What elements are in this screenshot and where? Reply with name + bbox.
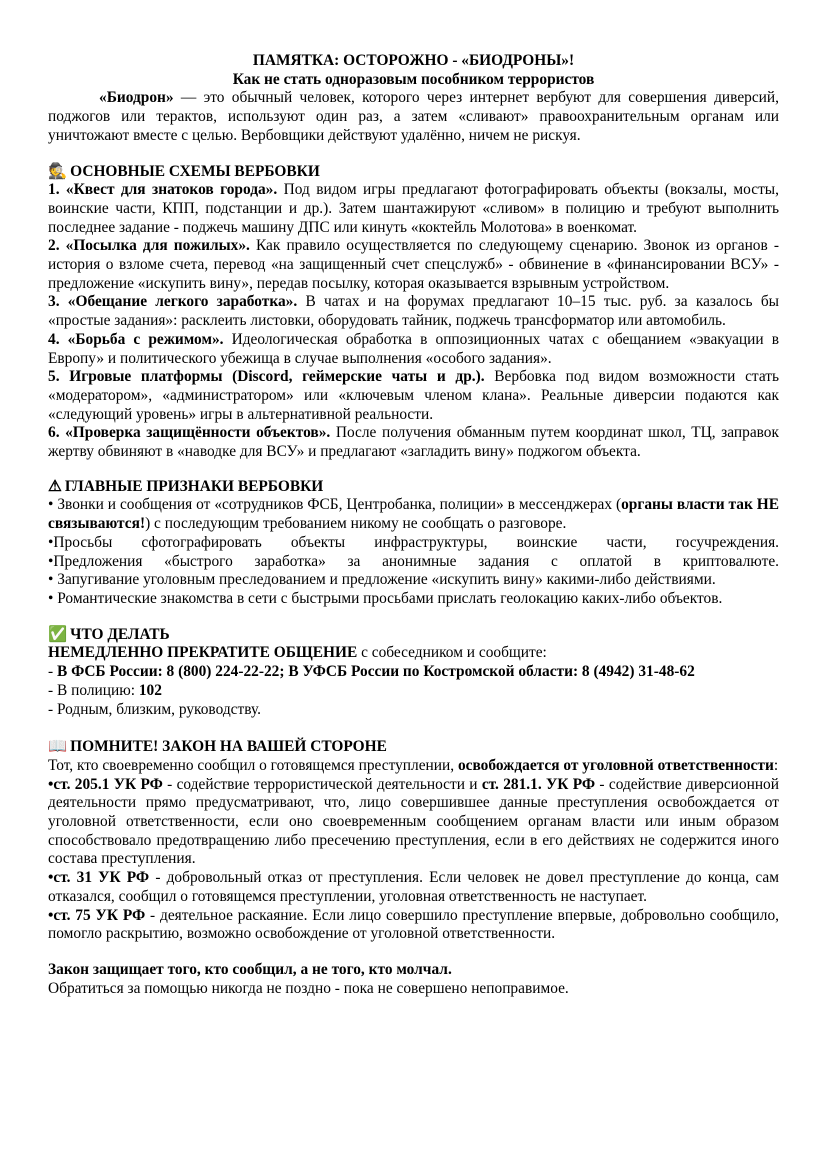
spy-icon: 🕵: [48, 162, 68, 180]
todo-relatives: - Родным, близким, руководству.: [48, 700, 261, 718]
intro-term: «Биодрон»: [99, 89, 174, 107]
todo-stop: НЕМЕДЛЕННО ПРЕКРАТИТЕ ОБЩЕНИЕ с собеседником и сообщите:: [48, 644, 547, 662]
law-article-205: •ст. 205.1 УК РФ - содействие террористической деятельности и ст. 281.1. УК РФ - содействие диверсионной деятельности прямо предусматривают, что, лицо совершившее данные преступления освобождается от уголовной ответственности, если оно своевременным сообщением органам власти или иным образом способствовало предотвращению либо пресечению преступления, если в его действиях не содержится иного состава преступления.: [48, 775, 779, 868]
todo-police: - В полицию: 102: [48, 681, 162, 699]
sign-item: • Романтические знакомства в сети с быстрыми просьбами прислать геолокацию каких-либо объектов.: [48, 589, 723, 607]
page-title: ПАМЯТКА: ОСТОРОЖНО - «БИОДРОНЫ»!: [252, 52, 575, 69]
signs-heading-text: ГЛАВНЫЕ ПРИЗНАКИ ВЕРБОВКИ: [64, 477, 324, 495]
law-article-31: •ст. 31 УК РФ - добровольный отказ от преступления. Если человек не довел преступление до конца, сам отказался, сообщил о готовящемся преступлении, уголовная ответственность не наступает.: [48, 869, 779, 905]
closing-text: Обратиться за помощью никогда не поздно - пока не совершено непоправимое.: [48, 979, 569, 997]
scheme-item: 5. Игровые платформы (Discord, геймерские чаты и др.). Вербовка под видом возможности стать «модератором», «администратором» или «ключевым членом клана». Реальные диверсии подаются как «следующий уровень» игры в альтернативной реальности.: [48, 368, 779, 423]
scheme-item: 2. «Посылка для пожилых». Как правило осуществляется по следующему сценарию. Звонок из органов - история о взломе счета, перевод «на защищенный счет спецслужб» - обвинение в «финансировании ВСУ» - предложение «искупить вину», передав посылку, которая оказывается взрывным устройством.: [48, 237, 779, 292]
sign-item: • Запугивание уголовным преследованием и предложение «искупить вину» какими-либо действиями.: [48, 571, 716, 589]
law-heading-text: ПОМНИТЕ! ЗАКОН НА ВАШЕЙ СТОРОНЕ: [70, 738, 387, 756]
book-icon: 📖: [48, 738, 68, 756]
schemes-heading: [48, 163, 779, 182]
intro-text: — это обычный человек, которого через интернет вербуют для совершения диверсий, поджогов или терактов, используют один раз, а затем «сливают» правоохранительным органам или уничтожают вместе с целью. Вербовщики действуют удалённо, ничем не рискуя.: [48, 89, 779, 144]
page-subtitle: Как не стать одноразовым пособником террористов: [232, 70, 595, 88]
law-article-75: •ст. 75 УК РФ - деятельное раскаяние. Если лицо совершило преступление впервые, добровольно сообщило, помогло раскрытию, возможно освобождение от уголовной ответственности.: [48, 906, 779, 943]
sign-item: •Просьбы сфотографировать объекты инфраструктуры, воинские части, госучреждения.: [48, 533, 779, 551]
scheme-item: 3. «Обещание легкого заработка». В чатах и на форумах предлагают 10–15 тыс. руб. за казалось бы «простые задания»: расклеить листовки, оборудовать тайник, поджечь трансформатор или автомобиль.: [48, 293, 779, 330]
law-intro: Тот, кто своевременно сообщил о готовящемся преступлении, освобождается от уголовной ответственности:: [48, 756, 779, 774]
todo-fsb: - В ФСБ России: 8 (800) 224-22-22; В УФСБ России по Костромской области: 8 (4942) 31-48-62: [48, 663, 695, 681]
warning-icon: ⚠: [48, 477, 62, 495]
todo-heading: [48, 626, 779, 645]
intro-paragraph: [48, 89, 779, 145]
todo-heading-text: ЧТО ДЕЛАТЬ: [70, 625, 170, 643]
scheme-item: 1. «Квест для знатоков города». Под видом игры предлагают фотографировать объекты (вокзалы, мосты, воинские части, КПП, подстанции и др.). Затем шантажируют «сливом» в полицию и требуют выполнить последнее задание - поджечь машину ДПС или кинуть «коктейль Молотова» в военкомат.: [48, 181, 779, 236]
scheme-item: 6. «Проверка защищённости объектов». После получения обманным путем координат школ, ТЦ, заправок жертву обвиняют в «наводке для ВСУ» и предлагают «загладить вину» поджогом объекта.: [48, 424, 779, 461]
signs-heading: [48, 478, 779, 497]
sign-item: • Звонки и сообщения от «сотрудников ФСБ, Центробанка, полиции» в мессенджерах (органы власти так НЕ связываются!) с последующим требованием никому не сообщать о разговоре.: [48, 496, 779, 533]
law-heading: [48, 738, 779, 757]
sign-item: •Предложения «быстрого заработка» за анонимные задания с оплатой в криптовалюте.: [48, 552, 779, 570]
schemes-heading-text: ОСНОВНЫЕ СХЕМЫ ВЕРБОВКИ: [70, 162, 320, 180]
scheme-item: 4. «Борьба с режимом». Идеологическая обработка в оппозиционных чатах с обещанием «эвакуации в Европу» и политического убежища в случае выполнения «особого задания».: [48, 330, 779, 367]
check-icon: ✅: [48, 625, 68, 643]
closing-bold: Закон защищает того, кто сообщил, а не того, кто молчал.: [48, 960, 452, 978]
